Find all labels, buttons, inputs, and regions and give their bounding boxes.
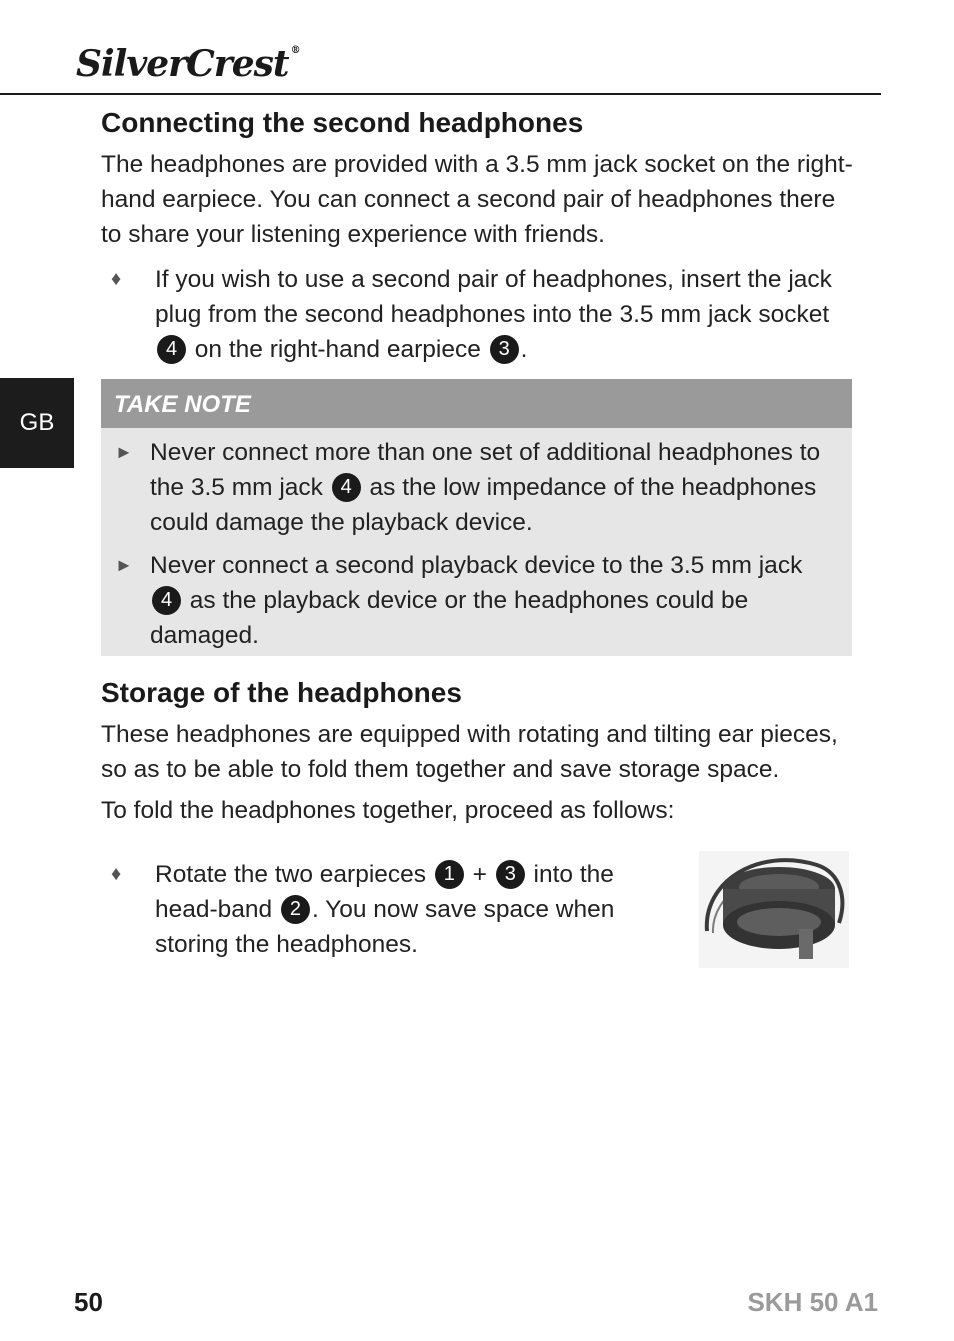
ref-number: 3 bbox=[496, 860, 525, 889]
model-number: SKH 50 A1 bbox=[747, 1287, 878, 1317]
ref-number: 1 bbox=[435, 860, 464, 889]
note-item: ► Never connect more than one set of additional headphones to the 3.5 mm jack 4 as the low impedance of the headphones could damage the playback device. bbox=[101, 435, 841, 540]
diamond-bullet-icon: ♦ bbox=[111, 268, 122, 290]
brand-logo: SilverCrest ® bbox=[76, 43, 300, 85]
ref-number: 2 bbox=[281, 895, 310, 924]
headphones-illustration bbox=[699, 851, 849, 968]
ref-number: 3 bbox=[490, 335, 519, 364]
take-note-title: TAKE NOTE bbox=[101, 379, 852, 428]
folded-headphones-image bbox=[699, 851, 849, 968]
ref-number: 4 bbox=[157, 335, 186, 364]
diamond-bullet-icon: ♦ bbox=[111, 863, 122, 885]
storage-lead: To fold the headphones together, proceed as follows: bbox=[101, 797, 675, 824]
ref-number: 4 bbox=[332, 473, 361, 502]
connecting-intro: The headphones are provided with a 3.5 mm jack socket on the right-hand earpiece. You can connect a second pair of headphones there to share your listening experience with friends. bbox=[101, 151, 853, 248]
storage-intro: These headphones are equipped with rotating and tilting ear pieces, so as to be able to fold them together and save storage space. bbox=[101, 721, 838, 783]
take-note-box bbox=[101, 379, 852, 656]
arrow-bullet-icon: ► bbox=[115, 555, 133, 575]
ref-number: 4 bbox=[152, 586, 181, 615]
header-rule bbox=[0, 93, 881, 95]
trademark-symbol: ® bbox=[290, 45, 300, 56]
section-heading-connecting: Connecting the second headphones bbox=[101, 107, 584, 138]
arrow-bullet-icon: ► bbox=[115, 442, 133, 462]
language-tab-label: GB bbox=[19, 409, 55, 436]
page-number: 50 bbox=[74, 1287, 103, 1317]
section-heading-storage: Storage of the headphones bbox=[101, 677, 462, 708]
language-tab bbox=[0, 378, 74, 468]
storage-step: ♦ Rotate the two earpieces 1 + 3 into the head-band 2 . You now save space when storing the headphones. bbox=[101, 857, 681, 962]
connecting-step: ♦ If you wish to use a second pair of headphones, insert the jack plug from the second headphones into the 3.5 mm jack socket 4 on the right-hand earpiece 3 . bbox=[101, 262, 856, 367]
note-item: ► Never connect a second playback device to the 3.5 mm jack 4 as the playback device or the headphones could be damaged. bbox=[101, 548, 841, 653]
